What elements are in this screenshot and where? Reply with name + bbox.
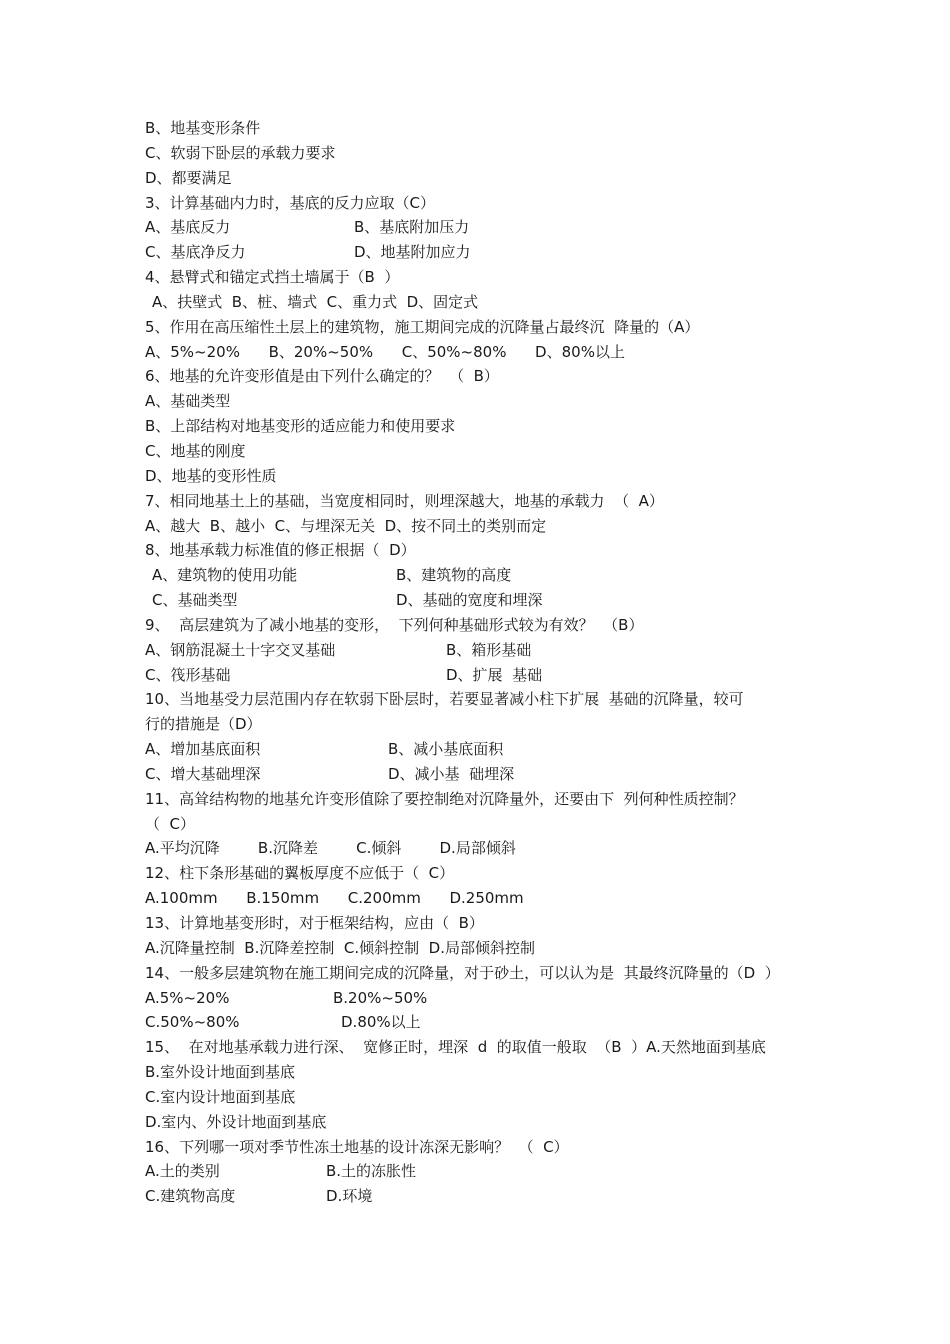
text-line: 4、悬臂式和锚定式挡土墙属于（B ）	[145, 268, 400, 287]
option-right: B、基底附加压力	[354, 218, 470, 237]
text-line	[145, 1010, 815, 1035]
question-list	[145, 116, 815, 1209]
text-line: C.室内设计地面到基底	[145, 1087, 296, 1106]
text-line: A、越大 B、越小 C、与埋深无关 D、按不同土的类别而定	[145, 516, 547, 535]
text-line: 6、地基的允许变形值是由下列什么确定的？ （ B）	[145, 367, 499, 386]
text-line	[145, 638, 815, 663]
text-line: 12、柱下条形基础的翼板厚度不应低于（ C）	[145, 864, 455, 883]
text-line: 5、作用在高压缩性土层上的建筑物，施工期间完成的沉降量占最终沉 降量的（A）	[145, 317, 700, 336]
text-line: D、地基的变形性质	[145, 466, 277, 485]
text-line	[145, 1184, 815, 1209]
text-line: D、都要满足	[145, 168, 232, 187]
option-left: A、建筑物的使用功能	[152, 566, 298, 585]
option-right: B、建筑物的高度	[396, 566, 512, 585]
text-line: 11、高耸结构物的地基允许变形值除了要控制绝对沉降量外，还要由下 列何种性质控制？	[145, 789, 744, 808]
option-left: C、筏形基础	[145, 665, 231, 684]
text-line: 14、一般多层建筑物在施工期间完成的沉降量，对于砂土，可以认为是 其最终沉降量的（D ）	[145, 963, 780, 982]
option-right: B.20%~50%	[333, 988, 428, 1007]
option-right: B、箱形基础	[446, 640, 532, 659]
option-right: B.土的冻胀性	[326, 1162, 417, 1181]
text-line: B、地基变形条件	[145, 119, 261, 137]
text-line: 10、当地基受力层范围内存在软弱下卧层时，若要显著减小柱下扩展 基础的沉降量，较可	[145, 690, 744, 709]
text-line	[145, 1159, 815, 1184]
text-line: B、上部结构对地基变形的适应能力和使用要求	[145, 417, 456, 436]
text-line	[145, 762, 815, 787]
option-right: D、扩展 基础	[446, 665, 543, 684]
option-left: C、增大基础埋深	[145, 764, 261, 783]
text-line	[145, 240, 815, 265]
text-line: 7、相同地基土上的基础，当宽度相同时，则埋深越大，地基的承载力 （ A）	[145, 491, 664, 510]
text-line: 16、下列哪一项对季节性冻土地基的设计冻深无影响？ （ C）	[145, 1137, 569, 1156]
text-line: 9、 高层建筑为了减小地基的变形， 下列何种基础形式较为有效？ （B）	[145, 615, 644, 634]
option-left: C.建筑物高度	[145, 1187, 236, 1206]
option-right: D、减小基 础埋深	[388, 764, 515, 783]
option-right: B、减小基底面积	[388, 740, 504, 759]
text-line: A、基础类型	[145, 392, 231, 411]
text-line	[145, 215, 815, 240]
text-line: C、地基的刚度	[145, 441, 246, 460]
text-line	[145, 663, 815, 688]
text-line: 8、地基承载力标准值的修正根据（ D）	[145, 541, 416, 560]
option-right: D、地基附加应力	[354, 243, 471, 262]
option-left: A、基底反力	[145, 218, 231, 237]
option-left: C、基底净反力	[145, 243, 246, 262]
text-line: B.室外设计地面到基底	[145, 1063, 296, 1082]
text-line: （ C）	[145, 814, 196, 833]
text-line	[145, 563, 815, 588]
text-line: A.沉降量控制 B.沉降差控制 C.倾斜控制 D.局部倾斜控制	[145, 938, 535, 957]
option-right: D.80%以上	[341, 1013, 421, 1032]
option-right: D、基础的宽度和埋深	[396, 591, 543, 610]
option-left: A.土的类别	[145, 1162, 220, 1181]
option-left: A.5%~20%	[145, 988, 230, 1007]
text-line: 3、计算基础内力时，基底的反力应取（C）	[145, 193, 436, 212]
option-left: C.50%~80%	[145, 1013, 240, 1032]
option-right: D.环境	[326, 1187, 373, 1206]
text-line: A.平均沉降 B.沉降差 C.倾斜 D.局部倾斜	[145, 839, 516, 858]
text-line: 15、 在对地基承载力进行深、 宽修正时，埋深 d 的取值一般取 （B ）A.天然地面到基底	[145, 1038, 766, 1057]
text-line	[145, 737, 815, 762]
text-line: A、扶壁式 B、桩、墙式 C、重力式 D、固定式	[152, 292, 479, 311]
text-line: A、5%~20% B、20%~50% C、50%~80% D、80%以上	[145, 342, 625, 361]
text-line: 行的措施是（D）	[145, 715, 262, 734]
text-line: 13、计算地基变形时，对于框架结构，应由（ B）	[145, 914, 484, 932]
text-line	[145, 986, 815, 1011]
text-line: A.100mm B.150mm C.200mm D.250mm	[145, 889, 524, 908]
option-left: C、基础类型	[152, 591, 238, 610]
text-line	[145, 588, 815, 613]
text-line: C、软弱下卧层的承载力要求	[145, 143, 336, 162]
option-left: A、钢筋混凝土十字交叉基础	[145, 640, 336, 659]
option-left: A、增加基底面积	[145, 740, 261, 759]
text-line: D.室内、外设计地面到基底	[145, 1112, 327, 1131]
